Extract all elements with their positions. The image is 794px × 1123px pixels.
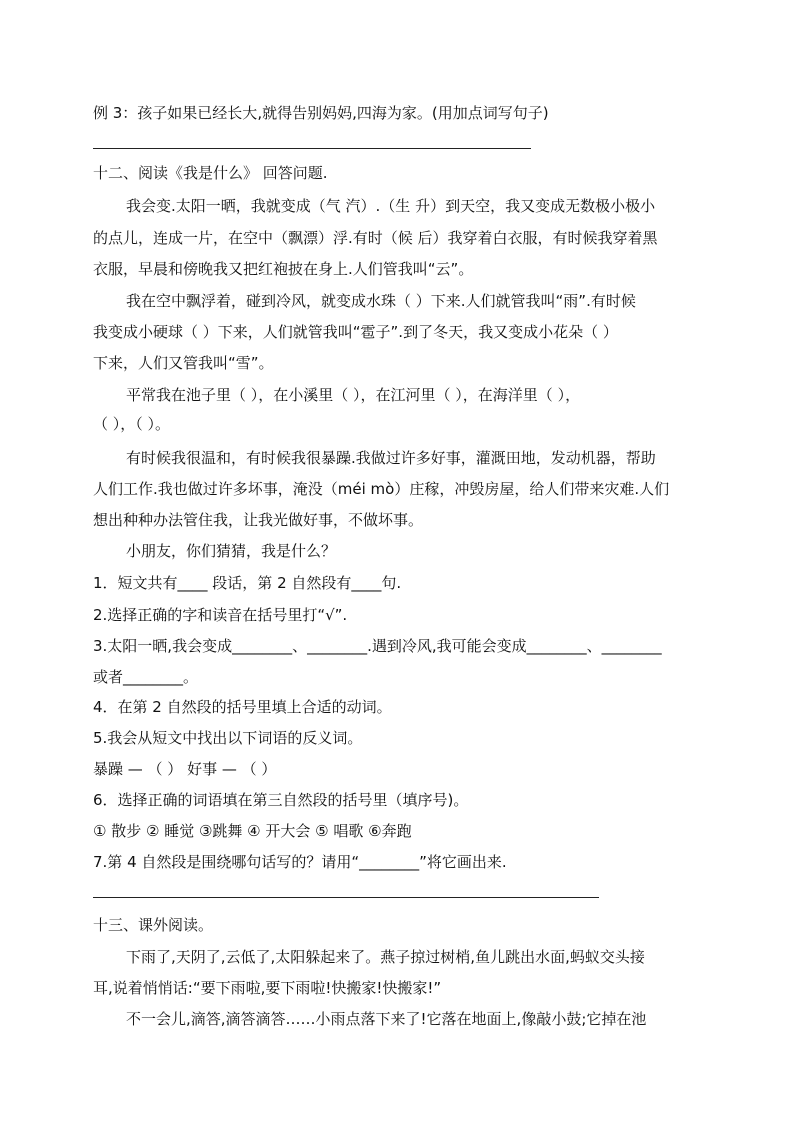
question-5-antonyms: 暴躁 — （ ） 好事 — （ ） bbox=[93, 760, 277, 778]
paragraph-2-line-2: 我变成小硬球（ ）下来，人们就管我叫“雹子”.到了冬天，我又变成小花朵（ ） bbox=[93, 323, 618, 341]
question-3: 3.太阳一晒,我会变成________、________.遇到冷风,我可能会变成________、________ bbox=[93, 637, 662, 655]
question-4: 4．在第 2 自然段的括号里填上合适的动词。 bbox=[93, 698, 392, 716]
section-13-title: 十三、课外阅读。 bbox=[93, 916, 214, 934]
answer-line-1 bbox=[93, 148, 531, 149]
paragraph-4-line-2: 人们工作.我也做过许多坏事，淹没（méi mò）庄稼，冲毁房屋，给人们带来灾难.人们 bbox=[93, 480, 670, 498]
question-1: 1．短文共有____ 段话，第 2 自然段有____句. bbox=[93, 574, 402, 592]
paragraph-5: 小朋友，你们猜猜，我是什么？ bbox=[126, 542, 337, 560]
question-5: 5.我会从短文中找出以下词语的反义词。 bbox=[93, 729, 363, 747]
paragraph-2-line-1: 我在空中飘浮着，碰到冷风，就变成水珠（ ）下来.人们就管我叫“雨”.有时候 bbox=[126, 292, 636, 310]
paragraph-3-line-2: （ ），（ ）。 bbox=[93, 415, 171, 433]
paragraph-6-line-2: 耳,说着悄悄话:“要下雨啦,要下雨啦!快搬家!快搬家!” bbox=[93, 979, 442, 997]
question-7: 7.第 4 自然段是围绕哪句话写的？请用“________”将它画出来. bbox=[93, 853, 507, 871]
paragraph-6-line-1: 下雨了,天阴了,云低了,太阳躲起来了。燕子掠过树梢,鱼儿跳出水面,蚂蚁交头接 bbox=[126, 948, 645, 966]
paragraph-3-line-1: 平常我在池子里（ ），在小溪里（ ），在江河里（ ），在海洋里（ ）， bbox=[126, 386, 581, 404]
question-6: 6．选择正确的词语填在第三自然段的括号里（填序号)。 bbox=[93, 791, 469, 809]
paragraph-4-line-1: 有时候我很温和，有时候我很暴躁.我做过许多好事，灌溉田地，发动机器，帮助 bbox=[126, 449, 656, 467]
paragraph-2-line-3: 下来，人们又管我叫“雪”。 bbox=[93, 354, 274, 372]
paragraph-4-line-3: 想出种种办法管住我，让我光做好事，不做坏事。 bbox=[93, 511, 424, 529]
section-12-title: 十二、阅读《我是什么》 回答问题. bbox=[93, 164, 328, 182]
answer-line-2 bbox=[93, 897, 599, 898]
paragraph-1-line-1: 我会变.太阳一晒，我就变成（气 汽）.（生 升）到天空，我又变成无数极小极小 bbox=[126, 197, 656, 215]
example-3-sentence: 例 3：孩子如果已经长大,就得告别妈妈,四海为家。(用加点词写句子) bbox=[93, 104, 549, 122]
paragraph-1-line-2: 的点儿，连成一片，在空中（飘漂）浮.有时（候 后）我穿着白衣服，有时候我穿着黑 bbox=[93, 229, 658, 247]
question-2: 2.选择正确的字和读音在括号里打“√”. bbox=[93, 606, 348, 624]
question-6-options: ① 散步 ② 睡觉 ③跳舞 ④ 开大会 ⑤ 唱歌 ⑥奔跑 bbox=[93, 822, 412, 840]
paragraph-7-line-1: 不一会儿,滴答,滴答滴答……小雨点落下来了!它落在地面上,像敲小鼓;它掉在池 bbox=[126, 1010, 647, 1028]
question-3-continued: 或者________。 bbox=[93, 668, 199, 686]
paragraph-1-line-3: 衣服，早晨和傍晚我又把红袍披在身上.人们管我叫“云”。 bbox=[93, 260, 474, 278]
